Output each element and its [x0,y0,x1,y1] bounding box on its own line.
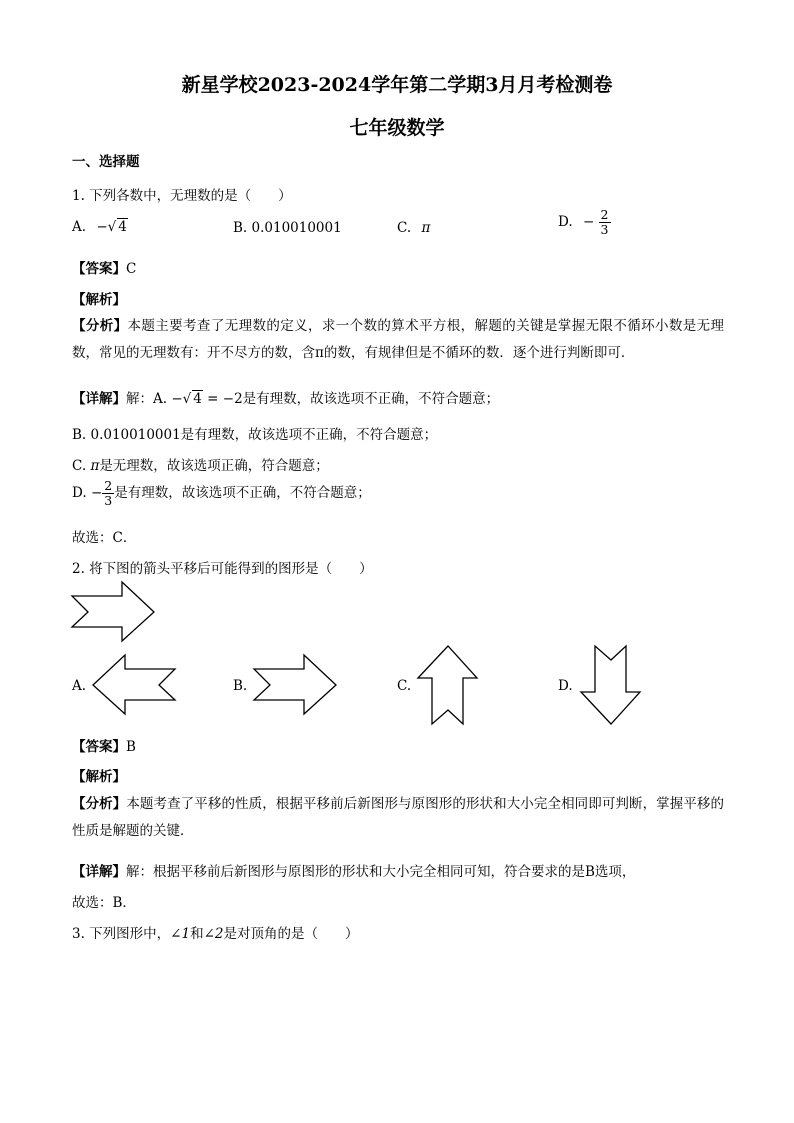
q1-option-a-radicand: 4 [118,219,127,235]
reference-arrow-figure [70,581,156,643]
detail-c-suffix: 是无理数，故该选项正确，符合题意； [99,458,329,474]
fraction-numerator: 2 [104,478,113,493]
detail-tag: 【详解】 [72,864,126,880]
q1-option-d-minus: − [582,214,595,230]
detail-a-minus: − [171,391,183,407]
q1-jiexi: 【解析】 [72,292,126,308]
q2-stem: 2. 将下图的箭头平移后可能得到的图形是（ ） [72,561,373,577]
q2-option-d-arrow-figure [580,644,642,726]
detail-d-minus: − [90,485,103,501]
angle-1: ∠1 [170,926,191,942]
angle-2: ∠2 [203,926,224,942]
analysis-tag: 【分析】 [72,318,128,334]
answer-tag: 【答案】 [72,739,126,755]
q2-answer [72,735,136,755]
q1-option-d [558,208,611,237]
exam-title: 新星学校2023-2024学年第二学期3月月考检测卷 [181,74,613,96]
q2-analysis [72,791,724,845]
q1-detail-c [72,454,329,474]
detail-text: 解：根据平移前后新图形与原图形的形状和大小完全相同可知，符合要求的是B选项， [126,864,636,880]
radical-sign: √ [107,219,117,235]
detail-d-prefix: D. [72,485,91,501]
detail-tag: 【详解】 [72,391,126,407]
analysis-tag: 【分析】 [72,796,127,812]
q1-option-d-fraction [599,208,611,237]
answer-value: B [126,739,136,755]
q2-option-c-arrow-figure [417,644,479,726]
detail-c-pi: π [90,458,100,474]
q1-option-c-value: π [421,220,431,236]
q2-detail [72,860,635,880]
q3-stem [72,922,358,942]
q1-conclusion: 故选：C． [72,530,137,546]
q2-option-b-arrow-figure [252,654,338,716]
exam-subtitle: 七年级数学 [349,117,445,139]
detail-d-fraction [102,479,114,508]
detail-d-suffix: 是有理数，故该选项不正确，不符合题意； [114,485,371,501]
q1-option-d-label: D. [558,214,573,230]
q1-detail-a [72,387,499,407]
q1-option-c-label: C. [397,220,412,236]
q2-option-a-label: A. [72,678,87,694]
answer-tag: 【答案】 [72,261,126,277]
q1-option-b-value: 0.010010001 [251,220,342,236]
fraction-numerator: 2 [600,207,609,222]
analysis-text: 本题考查了平移的性质，根据平移前后新图形与原图形的形状和大小完全相同即可判断，掌握平移的性质是解题的关键． [72,796,725,839]
fraction-denominator: 3 [600,222,609,237]
q1-option-a [72,218,128,235]
q2-conclusion: 故选：B． [72,895,136,911]
q2-option-a-arrow-figure [91,654,177,716]
q1-answer [72,257,136,277]
q1-detail-b: B. 0.010010001是有理数，故该选项不正确，不符合题意； [72,427,438,443]
q2-jiexi: 【解析】 [72,769,126,785]
fraction-denominator: 3 [104,493,113,508]
detail-c-prefix: C. [72,458,91,474]
q1-option-a-minus: − [96,219,108,235]
q2-option-b-label: B. [233,678,248,694]
q1-option-c [397,220,430,236]
q2-option-c-label: C. [397,678,412,694]
detail-a-prefix: 解：A. [126,391,172,407]
q1-option-b [233,220,342,236]
q1-detail-d [72,479,371,508]
answer-value: C [126,261,137,277]
q1-option-b-label: B. [233,220,248,236]
detail-a-suffix: 是有理数，故该选项不正确，不符合题意； [242,391,500,407]
detail-a-radicand: 4 [193,391,202,407]
q3-and: 和 [190,926,204,942]
detail-a-eq: = −2 [202,391,243,407]
q3-stem-prefix: 3. 下列图形中， [72,926,171,942]
q1-stem: 1. 下列各数中，无理数的是（ ） [72,188,292,204]
q3-stem-suffix: 是对顶角的是（ ） [223,926,359,942]
radical-sign: √ [182,391,192,407]
section-heading: 一、选择题 [72,154,140,170]
q1-analysis [72,313,724,367]
analysis-text: 本题主要考查了无理数的定义，求一个数的算术平方根，解题的关键是掌握无限不循环小数是无理数，常见的无理数有：开不尽方的数，含π的数，有规律但是不循环的数．逐个进行判断即可． [72,318,725,361]
q1-option-a-label: A. [72,219,87,235]
q2-option-d-label: D. [558,678,573,694]
